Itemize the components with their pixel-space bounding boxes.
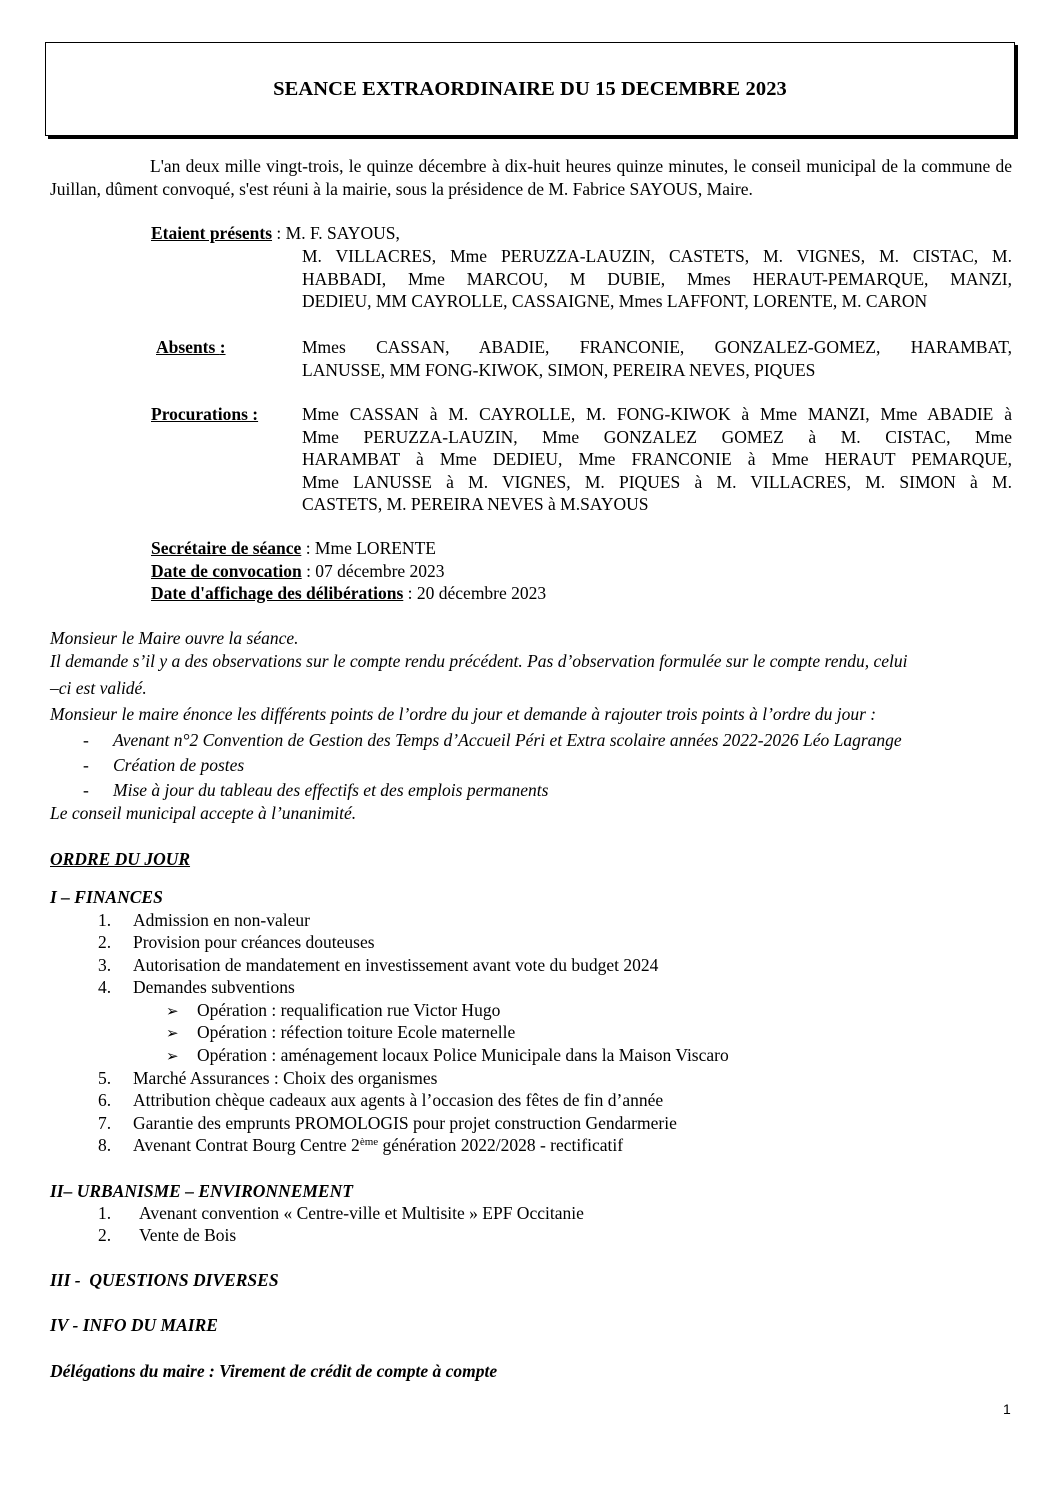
added-item: - Mise à jour du tableau des effectifs et des emplois permanents	[83, 780, 549, 800]
presents-label: Etaient présents	[151, 223, 273, 243]
meta-row-convocation: Date de convocation : 07 décembre 2023	[151, 560, 445, 581]
procurations-line: CASTETS, M. PEREIRA NEVES à M.SAYOUS	[302, 494, 649, 514]
narrative-p2b: –ci est validé.	[50, 678, 147, 698]
title-box	[45, 42, 1015, 136]
absents-list	[302, 336, 1012, 381]
absents-label-row	[156, 336, 226, 359]
procurations-list	[302, 403, 1012, 516]
agenda-subitem: ➢ Opération : réfection toiture Ecole maternelle	[166, 1021, 515, 1045]
presents-list	[302, 245, 1012, 313]
added-item: - Création de postes	[83, 755, 245, 775]
presents-label-row	[151, 222, 400, 245]
agenda-subitem: ➢ Opération : requalification rue Victor Hugo	[166, 999, 500, 1023]
absents-line: Mmes CASSAN, ABADIE, FRANCONIE, GONZALEZ-GOMEZ, HARAMBAT,	[302, 337, 1012, 357]
procurations-label: Procurations :	[151, 404, 259, 424]
page-title: SEANCE EXTRAORDINAIRE DU 15 DECEMBRE 2023	[273, 77, 787, 100]
absents-label: Absents :	[156, 337, 226, 357]
arrow-bullet-icon: ➢	[166, 1024, 179, 1042]
agenda-item: 6. Attribution chèque cadeaux aux agents à l’occasion des fêtes de fin d’année	[98, 1090, 664, 1110]
narrative-p3: Monsieur le maire énonce les différents points de l’ordre du jour et demande à rajouter trois points à l’ordre du jour :	[50, 704, 877, 724]
agenda-item: 1. Admission en non-valeur	[98, 910, 310, 930]
arrow-bullet-icon: ➢	[166, 1047, 179, 1065]
section-urbanisme-heading: II– URBANISME – ENVIRONNEMENT	[50, 1181, 353, 1201]
agenda-item: 1. Avenant convention « Centre-ville et Multisite » EPF Occitanie	[98, 1203, 584, 1223]
agenda-item: 2. Provision pour créances douteuses	[98, 932, 375, 952]
narrative-p2a: Il demande s’il y a des observations sur le compte rendu précédent. Pas d’observation formulée sur le compte rendu, celui	[50, 651, 908, 671]
agenda-item: 4. Demandes subventions	[98, 977, 295, 997]
presents-sep: :	[272, 223, 286, 243]
added-item: - Avenant n°2 Convention de Gestion des Temps d’Accueil Péri et Extra scolaire années 2022-2026 Léo Lagrange	[83, 730, 902, 750]
presents-line: M. VILLACRES, Mme PERUZZA-LAUZIN, CASTETS, M. VIGNES, M. CISTAC, M.	[302, 246, 1012, 266]
absents-line: LANUSSE, MM FONG-KIWOK, SIMON, PEREIRA NEVES, PIQUES	[302, 359, 816, 380]
procurations-label-row	[151, 403, 258, 426]
page-number: 1	[1003, 1401, 1011, 1417]
session-meta	[151, 537, 546, 605]
narrative-p4: Le conseil municipal accepte à l’unanimité.	[50, 803, 357, 823]
agenda-item: 2. Vente de Bois	[98, 1225, 237, 1245]
meta-row-affichage: Date d'affichage des délibérations : 20 décembre 2023	[151, 583, 547, 603]
presents-line: HABBADI, Mme MARCOU, M DUBIE, Mmes HERAUT-PEMARQUE, MANZI,	[302, 268, 1012, 289]
agenda-item: 3. Autorisation de mandatement en investissement avant vote du budget 2024	[98, 955, 659, 975]
intro-text: L'an deux mille vingt-trois, le quinze décembre à dix-huit heures quinze minutes, le conseil municipal de la commune de Juillan, dûment convoqué, s'est réuni à la mairie, sous la présidence de M. Fabrice SAYOUS, Maire.	[50, 156, 1012, 199]
agenda-item: 5. Marché Assurances : Choix des organismes	[98, 1068, 438, 1088]
section-finances-heading: I – FINANCES	[50, 887, 163, 907]
agenda-item: 8. Avenant Contrat Bourg Centre 2ème génération 2022/2028 - rectificatif	[98, 1135, 624, 1155]
section-info-heading: IV - INFO DU MAIRE	[50, 1315, 218, 1335]
meta-row-secretaire: Secrétaire de séance : Mme LORENTE	[151, 538, 436, 558]
arrow-bullet-icon: ➢	[166, 1002, 179, 1020]
agenda-item: 7. Garantie des emprunts PROMOLOGIS pour projet construction Gendarmerie	[98, 1113, 677, 1133]
presents-first: M. F. SAYOUS,	[285, 223, 400, 243]
narrative-p1: Monsieur le Maire ouvre la séance.	[50, 628, 299, 648]
delegations-heading: Délégations du maire : Virement de crédit de compte à compte	[50, 1361, 498, 1381]
agenda-heading: ORDRE DU JOUR	[50, 849, 191, 869]
presents-line: DEDIEU, MM CAYROLLE, CASSAIGNE, Mmes LAFFONT, LORENTE, M. CARON	[302, 291, 928, 311]
intro-paragraph	[50, 155, 1012, 200]
section-questions-heading: III - QUESTIONS DIVERSES	[50, 1270, 279, 1290]
agenda-subitem: ➢ Opération : aménagement locaux Police Municipale dans la Maison Viscaro	[166, 1044, 729, 1068]
procurations-line: Mme LANUSSE à M. VIGNES, M. PIQUES à M. VILLACRES, M. SIMON à M.	[302, 471, 1012, 492]
procurations-line: Mme CASSAN à M. CAYROLLE, M. FONG-KIWOK à Mme MANZI, Mme ABADIE à	[302, 404, 1012, 424]
procurations-line: Mme PERUZZA-LAUZIN, Mme GONZALEZ GOMEZ à M. CISTAC, Mme	[302, 426, 1012, 447]
procurations-line: HARAMBAT à Mme DEDIEU, Mme FRANCONIE à Mme HERAUT PEMARQUE,	[302, 449, 1012, 469]
